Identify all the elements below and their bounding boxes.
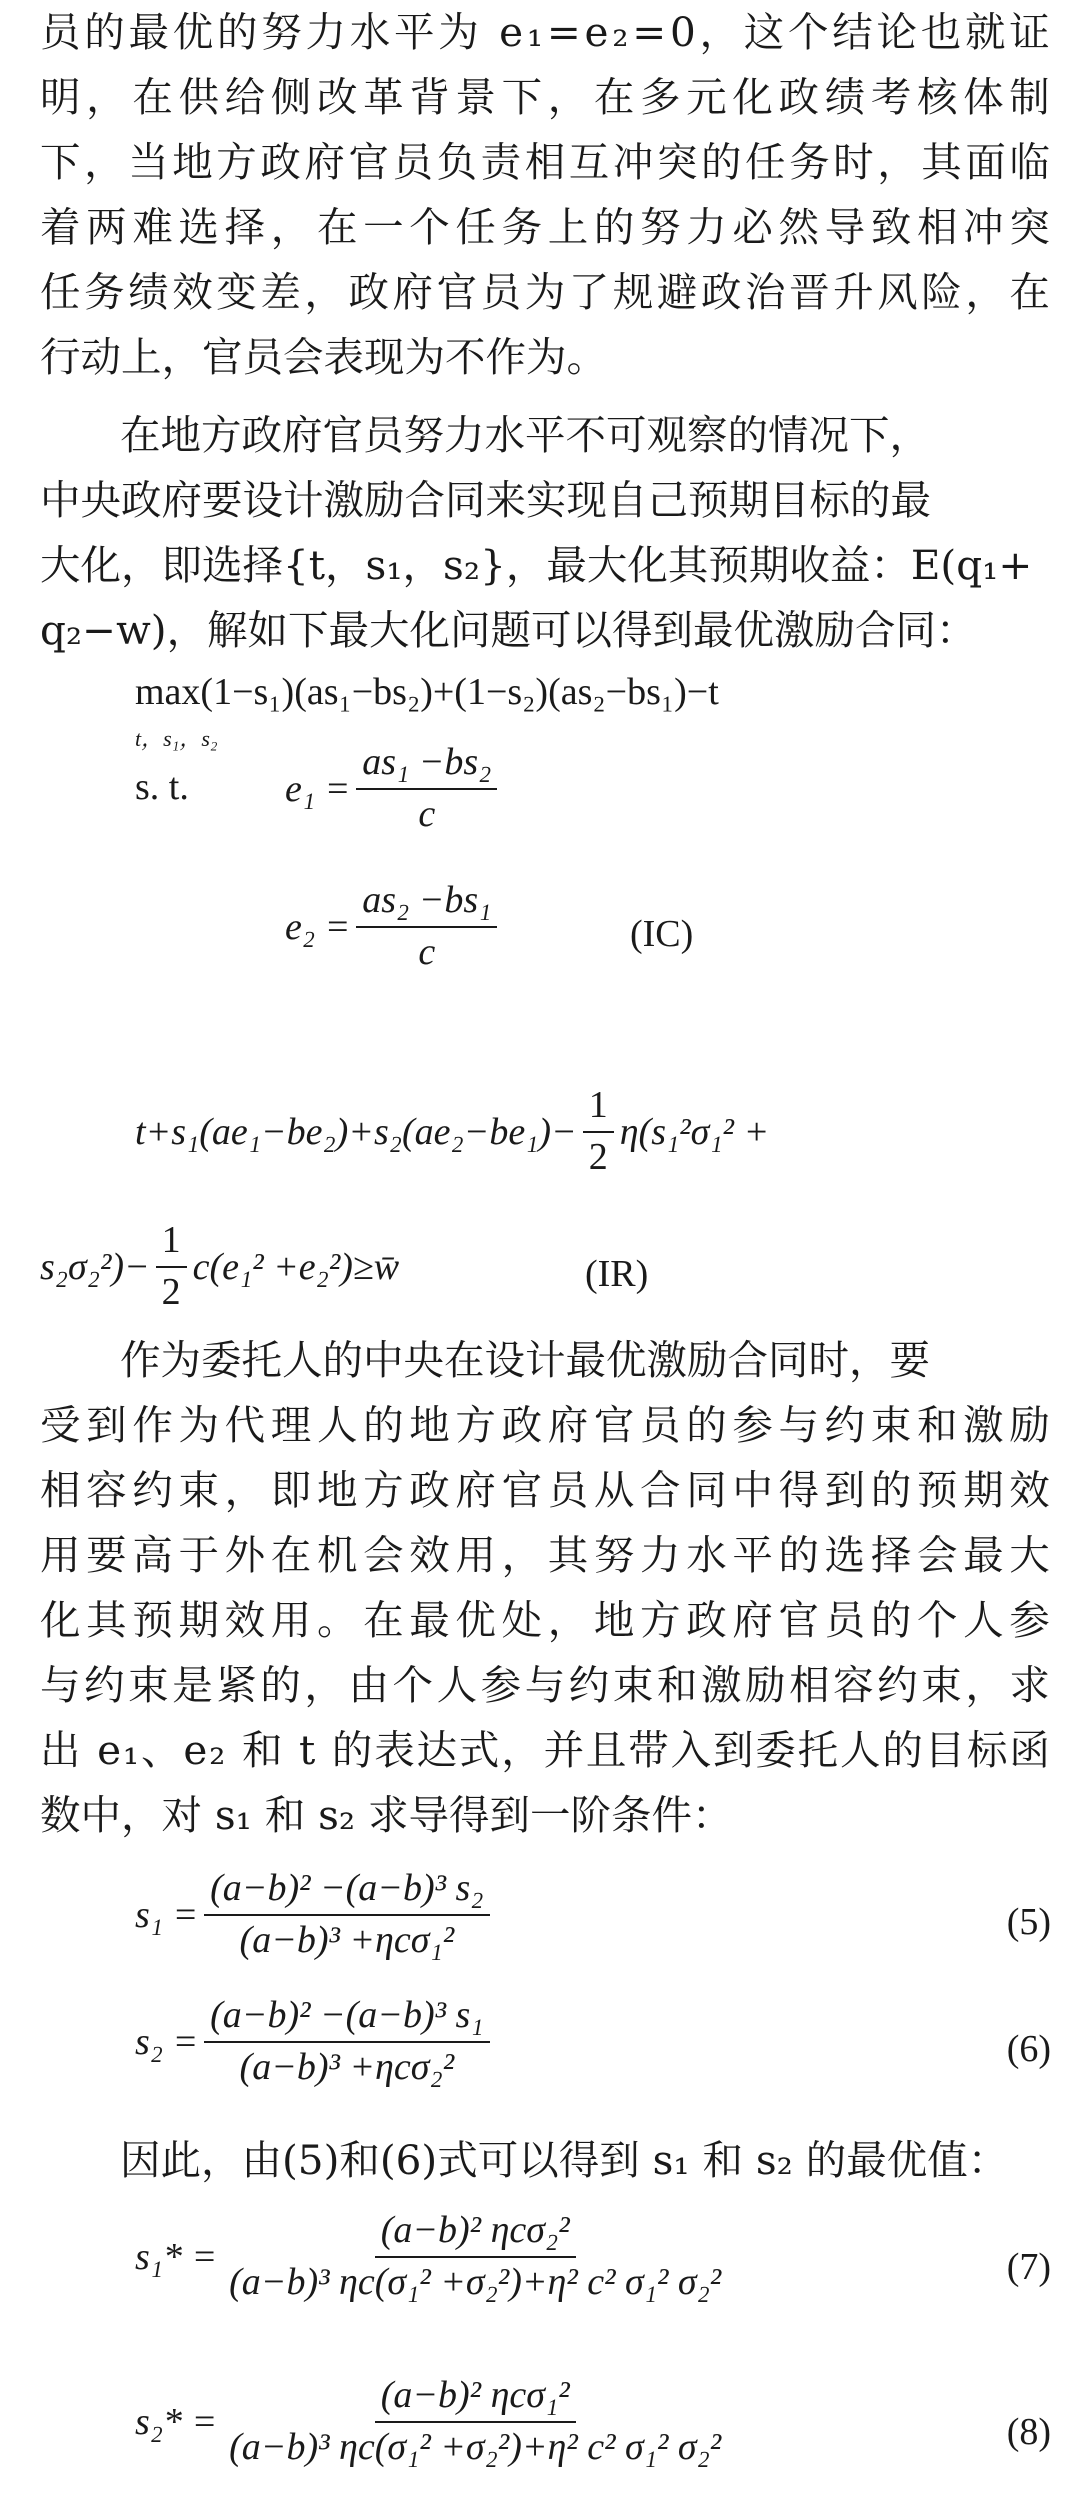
- ir-label: (IR): [585, 1253, 649, 1295]
- p1-line-5: 任 务 绩 效 变 差 ， 政 府 官 员 为 了 规 避 政 治 晋 升 风 险 ， 在: [40, 268, 1050, 316]
- max-subscript: t，s₁，s₂: [135, 726, 218, 751]
- equation-6-number: (6): [1006, 2028, 1051, 2070]
- ir-constraint-line1: t+s₁(ae₁−be₂)+s₂(ae₂−be₁)− $\frac{1}{2}$ η(s₁²σ₁² +: [135, 1084, 770, 1178]
- e1-fraction: $\frac{\text{as₁ −bs₂}}{c}$: [356, 742, 497, 836]
- half-fraction-1: $\frac{1}{2}$: [583, 1085, 614, 1179]
- ir-constraint-line2: s₂σ₂²)− $\frac{1}{2}$ c(e₁² +e₂²)≥w̄: [40, 1219, 400, 1313]
- st-label: s. t.: [135, 766, 189, 808]
- half-fraction-2: $\frac{1}{2}$: [156, 1220, 187, 1314]
- p4-line-1: 因此，由(5)和(6)式可以得到 s₁ 和 s₂ 的最优值：: [120, 2136, 1009, 2184]
- p3-line-8: 数中，对 s₁ 和 s₂ 求导得到一阶条件：: [40, 1791, 733, 1839]
- equation-8-number: (8): [1006, 2411, 1051, 2453]
- p1-line-6: 行动上，官员会表现为不作为。: [40, 333, 607, 381]
- objective-function: max(1−s₁)(as₁−bs₂)+(1−s₂)(as₂−bs₁)−t: [135, 671, 719, 713]
- equation-6: s₂ = $\frac{\text{(a−b)² −(a−b)³ s₁}}{\text{(a−b)³ +ηcσ₂²}}$: [135, 1995, 496, 2089]
- equation-7-number: (7): [1006, 2246, 1051, 2288]
- p2-line-1: 在地方政府官员努力水平不可观察的情况下，: [120, 411, 930, 459]
- p1-line-1: 员 的 最 优 的 努 力 水 平 为 e ₁ = e ₂ = 0 ， 这 个 结 论 也 就 证: [40, 8, 1050, 56]
- p1-line-4: 着 两 难 选 择 ， 在 一 个 任 务 上 的 努 力 必 然 导 致 相 冲 突: [40, 203, 1050, 251]
- p3-line-3: 相 容 约 束 ， 即 地 方 政 府 官 员 从 合 同 中 得 到 的 预 期 效: [40, 1466, 1050, 1514]
- equation-5: s₁ = $\frac{\text{(a−b)² −(a−b)³ s₂}}{\text{(a−b)³ +ηcσ₁²}}$: [135, 1868, 496, 1962]
- constraint-e1: e₁ = $\frac{\text{as₁ −bs₂}}{c}$: [285, 742, 503, 836]
- p3-line-4: 用 要 高 于 外 在 机 会 效 用 ， 其 努 力 水 平 的 选 择 会 最 大: [40, 1531, 1050, 1579]
- p3-line-5: 化 其 预 期 效 用 。 在 最 优 处 ， 地 方 政 府 官 员 的 个 人 参: [40, 1596, 1050, 1644]
- p1-line-3: 下 ， 当 地 方 政 府 官 员 负 责 相 互 冲 突 的 任 务 时 ， 其 面 临: [40, 138, 1050, 186]
- p3-line-2: 受 到 作 为 代 理 人 的 地 方 政 府 官 员 的 参 与 约 束 和 激 励: [40, 1401, 1050, 1449]
- p2-line-2: 中央政府要设计激励合同来实现自己预期目标的最: [40, 476, 931, 524]
- p3-line-6: 与 约 束 是 紧 的 ， 由 个 人 参 与 约 束 和 激 励 相 容 约 束 ， 求: [40, 1661, 1050, 1709]
- ic-label: (IC): [630, 913, 694, 955]
- equation-7: s₁* = $\frac{\text{(a−b)² ηcσ₂²}}{\text{(a−b)³ ηc(σ₁² +σ₂²)+η² c² σ₁² σ₂²}}$: [135, 2209, 722, 2303]
- e2-fraction: $\frac{\text{as₂ −bs₁}}{c}$: [356, 880, 497, 974]
- p2-line-3: 大化，即选择{t，s₁，s₂}，最大化其预期收益：E(q₁+: [40, 541, 1033, 589]
- equation-8: s₂* = $\frac{\text{(a−b)² ηcσ₁²}}{\text{(a−b)³ ηc(σ₁² +σ₂²)+η² c² σ₁² σ₂²}}$: [135, 2374, 722, 2468]
- p3-line-1: 作为委托人的中央在设计最优激励合同时，要: [120, 1336, 930, 1384]
- p2-line-4: q₂−w)，解如下最大化问题可以得到最优激励合同：: [40, 606, 977, 654]
- equation-5-number: (5): [1006, 1901, 1051, 1943]
- p1-line-2: 明 ， 在 供 给 侧 改 革 背 景 下 ， 在 多 元 化 政 绩 考 核 体 制: [40, 73, 1050, 121]
- constraint-e2: e₂ = $\frac{\text{as₂ −bs₁}}{c}$: [285, 880, 503, 974]
- p3-line-7: 出 e ₁ 、 e ₂ 和 t 的 表 达 式 ， 并 且 带 入 到 委 托 人 的 目 标 函: [40, 1726, 1050, 1774]
